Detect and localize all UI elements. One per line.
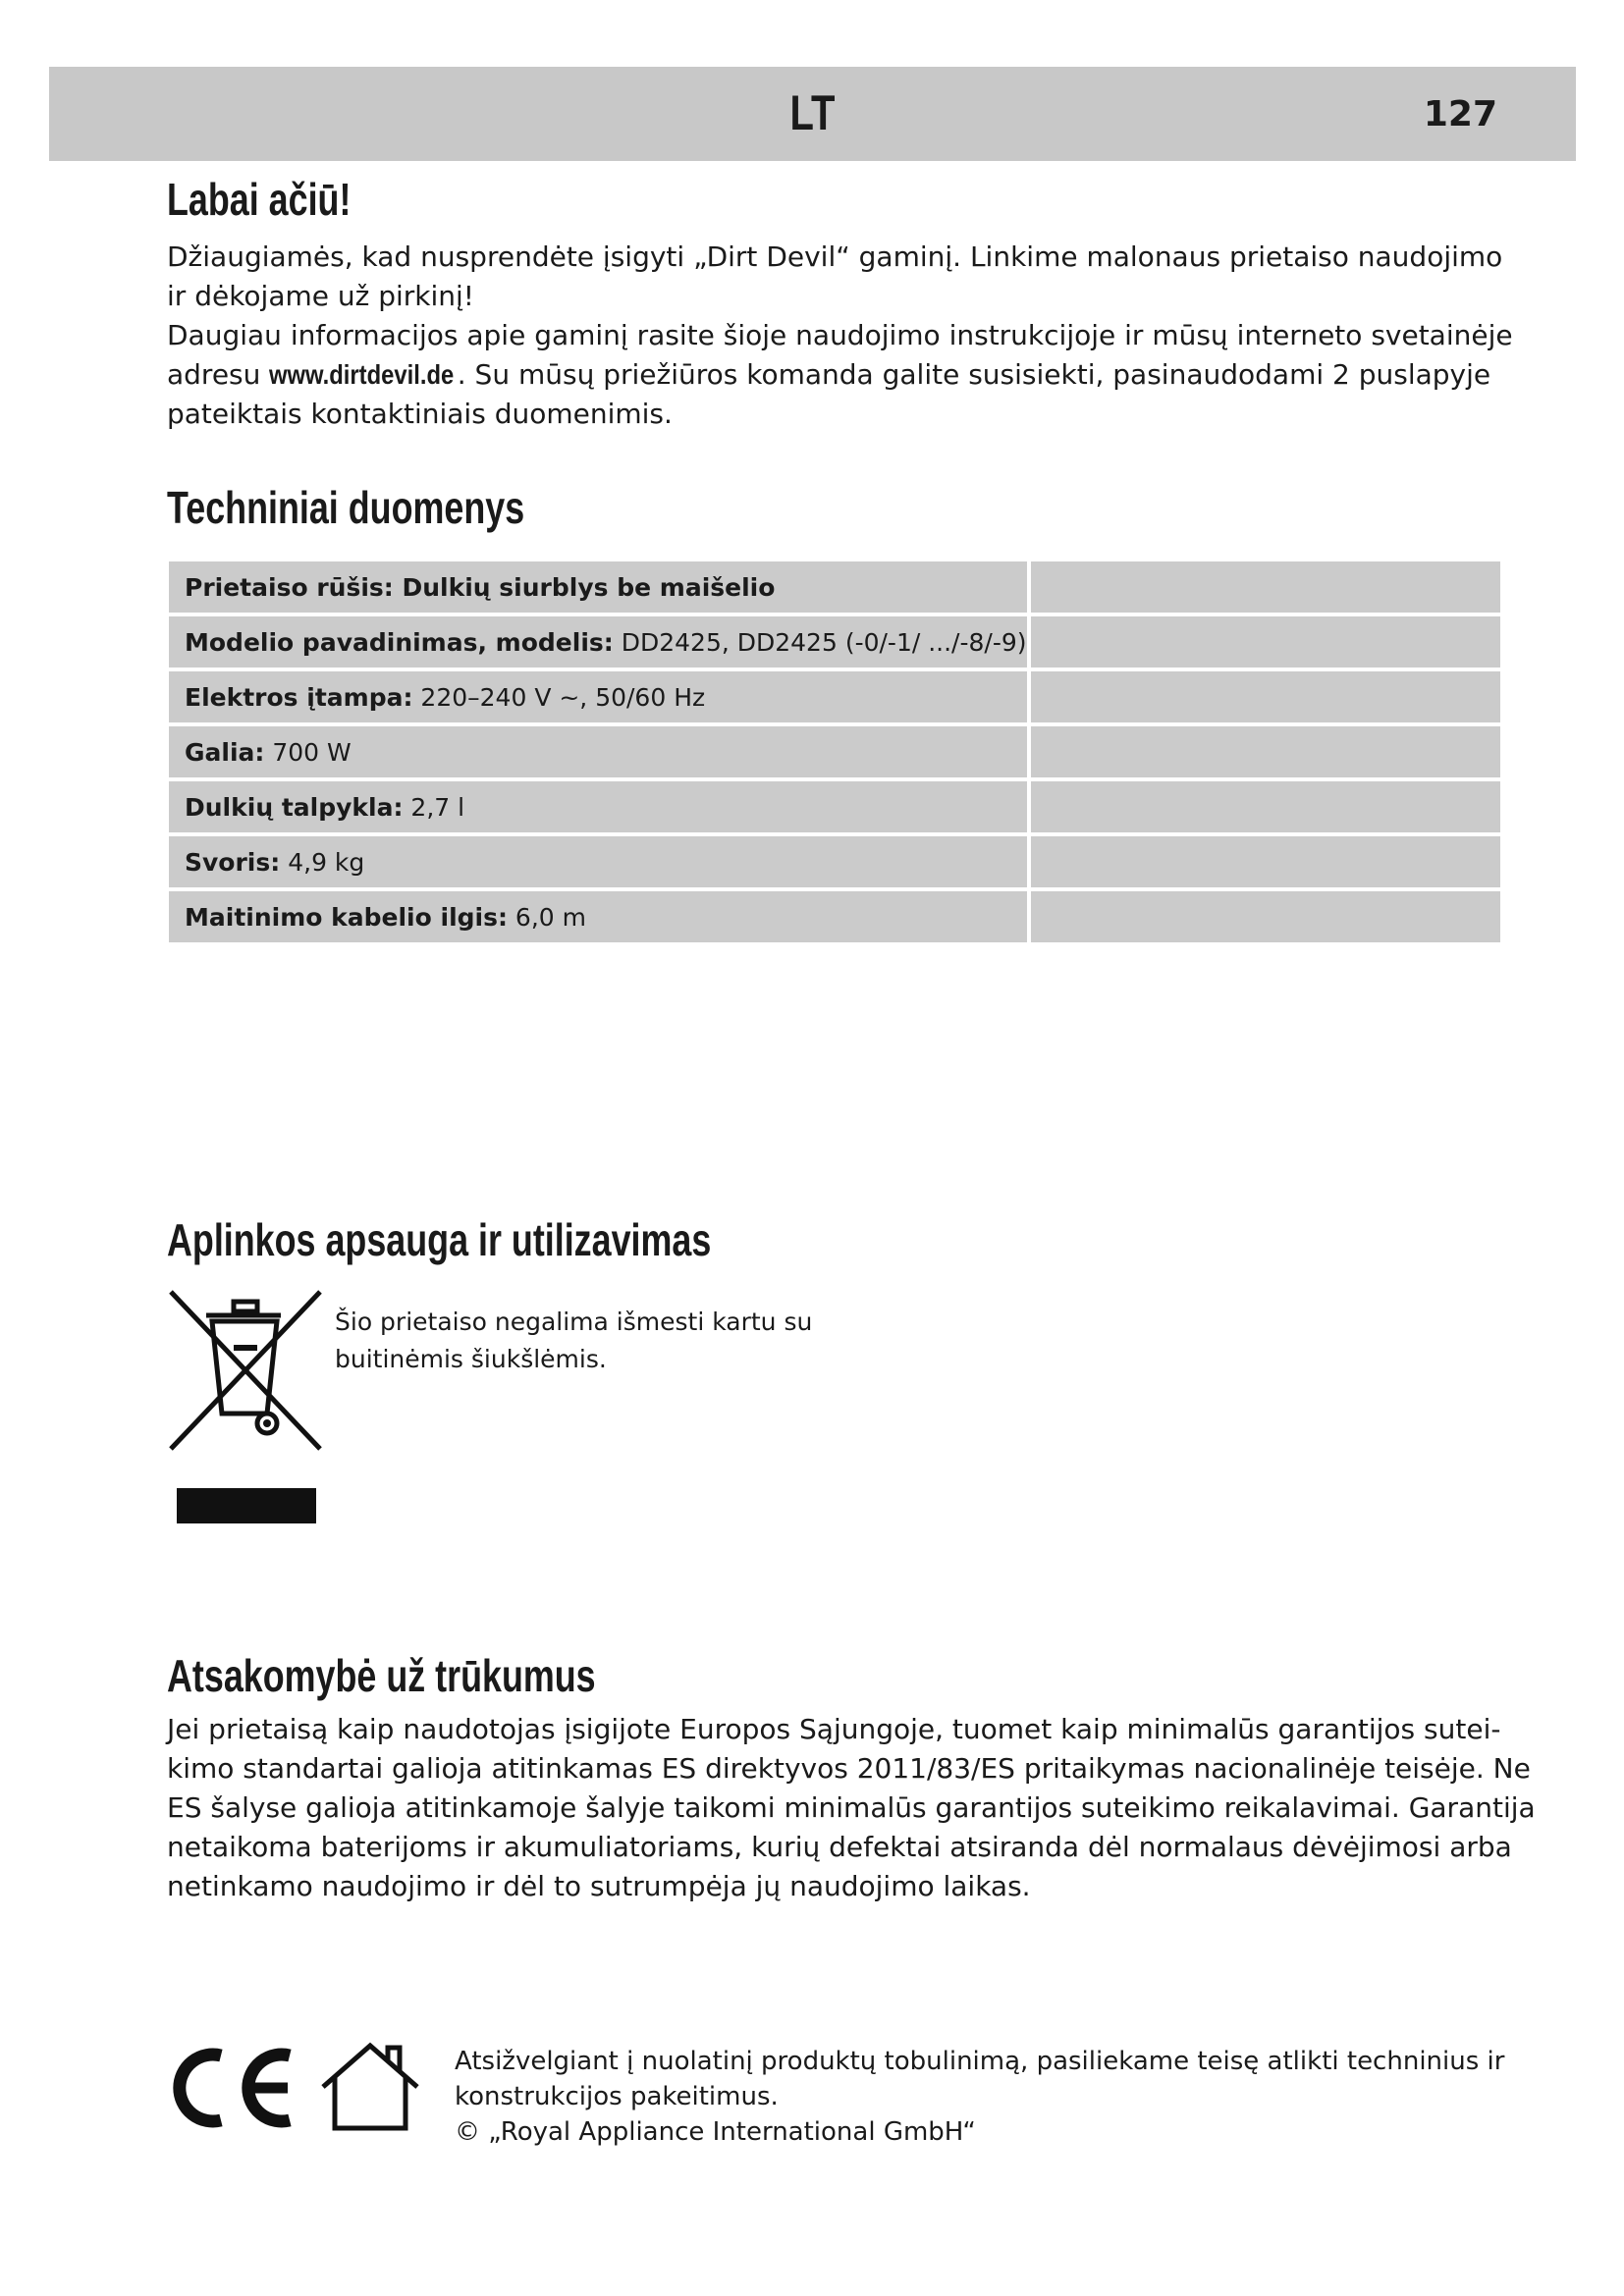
spec-label: Elektros įtampa:: [185, 682, 413, 712]
tech-heading: Techniniai duomenys: [167, 482, 525, 533]
table-row: [169, 671, 1500, 722]
spec-label: Svoris:: [185, 847, 281, 877]
thanks-line-3: Daugiau informacijos apie gaminį rasite šioje naudojimo instrukcijoje ir mūsų interneto svetainėje: [167, 319, 1513, 351]
ce-mark-icon: [162, 2044, 299, 2132]
spec-label: Modelio pavadinimas, modelis:: [185, 627, 614, 657]
thanks-line-4-pre: adresu: [167, 358, 270, 391]
spec-cell-label: [169, 671, 1031, 722]
spec-cell-label: [169, 836, 1031, 887]
spec-table: [169, 558, 1500, 946]
warranty-line-1: Jei prietaisą kaip naudotojas įsigijote Europos Sąjungoje, tuomet kaip minimalūs garantijos sutei-: [167, 1713, 1501, 1745]
crossed-out-wheelie-bin-icon: [165, 1286, 326, 1455]
spec-value: DD2425, DD2425 (-0/-1/ .../-8/-9): [613, 627, 1027, 657]
page-number: 127: [1423, 94, 1497, 134]
spec-cell-empty: [1031, 891, 1500, 942]
thanks-line-2: ir dėkojame už pirkinį!: [167, 280, 475, 312]
table-row: [169, 616, 1500, 667]
footer-paragraph: [455, 2044, 1584, 2150]
footer-copyright: © „Royal Appliance International GmbH“: [455, 2117, 976, 2147]
spec-value: 4,9 kg: [280, 847, 365, 877]
spec-label: Galia:: [185, 737, 265, 767]
indoor-use-house-icon: [319, 2040, 422, 2133]
spec-cell-label: [169, 726, 1031, 777]
thanks-line-4-post: . Su mūsų priežiūros komanda galite susisiekti, pasinaudodami 2 puslapyje: [457, 358, 1491, 391]
warranty-line-3: ES šalyse galioja atitinkamoje šalyje taikomi minimalūs garantijos suteikimo reikalavimai. Garantija: [167, 1791, 1536, 1824]
spec-cell-empty: [1031, 836, 1500, 887]
warranty-heading: Atsakomybė už trūkumus: [167, 1650, 596, 1701]
thanks-line-4: [167, 355, 1542, 395]
table-row: [169, 726, 1500, 777]
warranty-line-2: kimo standartai galioja atitinkamas ES direktyvos 2011/83/ES pritaikymas nacionalinėje teisėje. Ne: [167, 1752, 1531, 1785]
spec-cell-label: [169, 616, 1031, 667]
environment-line-2: buitinėmis šiukšlėmis.: [335, 1345, 607, 1373]
warranty-paragraph: [167, 1710, 1561, 1906]
thanks-heading: Labai ačiū!: [167, 174, 352, 225]
spec-value: 2,7 l: [403, 792, 465, 822]
environment-heading: Aplinkos apsauga ir utilizavimas: [167, 1214, 712, 1265]
environment-paragraph: [335, 1304, 812, 1378]
language-code: LT: [789, 85, 836, 140]
spec-value: 6,0 m: [507, 902, 586, 932]
page-header: [49, 67, 1576, 161]
footer-line-2: konstrukcijos pakeitimus.: [455, 2082, 779, 2111]
spec-label: Dulkių talpykla:: [185, 792, 404, 822]
table-row: [169, 891, 1500, 942]
spec-cell-label: [169, 561, 1031, 613]
spec-label: Maitinimo kabelio ilgis:: [185, 902, 508, 932]
spec-cell-empty: [1031, 671, 1500, 722]
table-row: [169, 836, 1500, 887]
warranty-line-5: netinkamo naudojimo ir dėl to sutrumpėja jų naudojimo laikas.: [167, 1870, 1031, 1902]
thanks-paragraph: [167, 238, 1542, 434]
footer-line-1: Atsižvelgiant į nuolatinį produktų tobulinimą, pasiliekame teisę atlikti techninius ir: [455, 2047, 1505, 2076]
weee-black-bar: [177, 1488, 316, 1523]
table-row: [169, 781, 1500, 832]
thanks-line-5: pateiktais kontaktiniais duomenimis.: [167, 398, 673, 430]
spec-cell-empty: [1031, 781, 1500, 832]
spec-value: 220–240 V ~, 50/60 Hz: [412, 682, 706, 712]
environment-line-1: Šio prietaiso negalima išmesti kartu su: [335, 1308, 813, 1336]
table-row: [169, 561, 1500, 613]
website-link[interactable]: www.dirtdevil.de: [269, 359, 455, 390]
spec-value: 700 W: [264, 737, 352, 767]
spec-cell-empty: [1031, 726, 1500, 777]
spec-cell-empty: [1031, 561, 1500, 613]
spec-label: Prietaiso rūšis: Dulkių siurblys be maišelio: [185, 572, 776, 602]
warranty-line-4: netaikoma baterijoms ir akumuliatoriams, kurių defektai atsiranda dėl normalaus dėvėjimosi arba: [167, 1831, 1512, 1863]
thanks-line-1: Džiaugiamės, kad nusprendėte įsigyti „Dirt Devil“ gaminį. Linkime malonaus prietaiso naudojimo: [167, 240, 1503, 273]
spec-cell-label: [169, 891, 1031, 942]
spec-cell-empty: [1031, 616, 1500, 667]
spec-cell-label: [169, 781, 1031, 832]
